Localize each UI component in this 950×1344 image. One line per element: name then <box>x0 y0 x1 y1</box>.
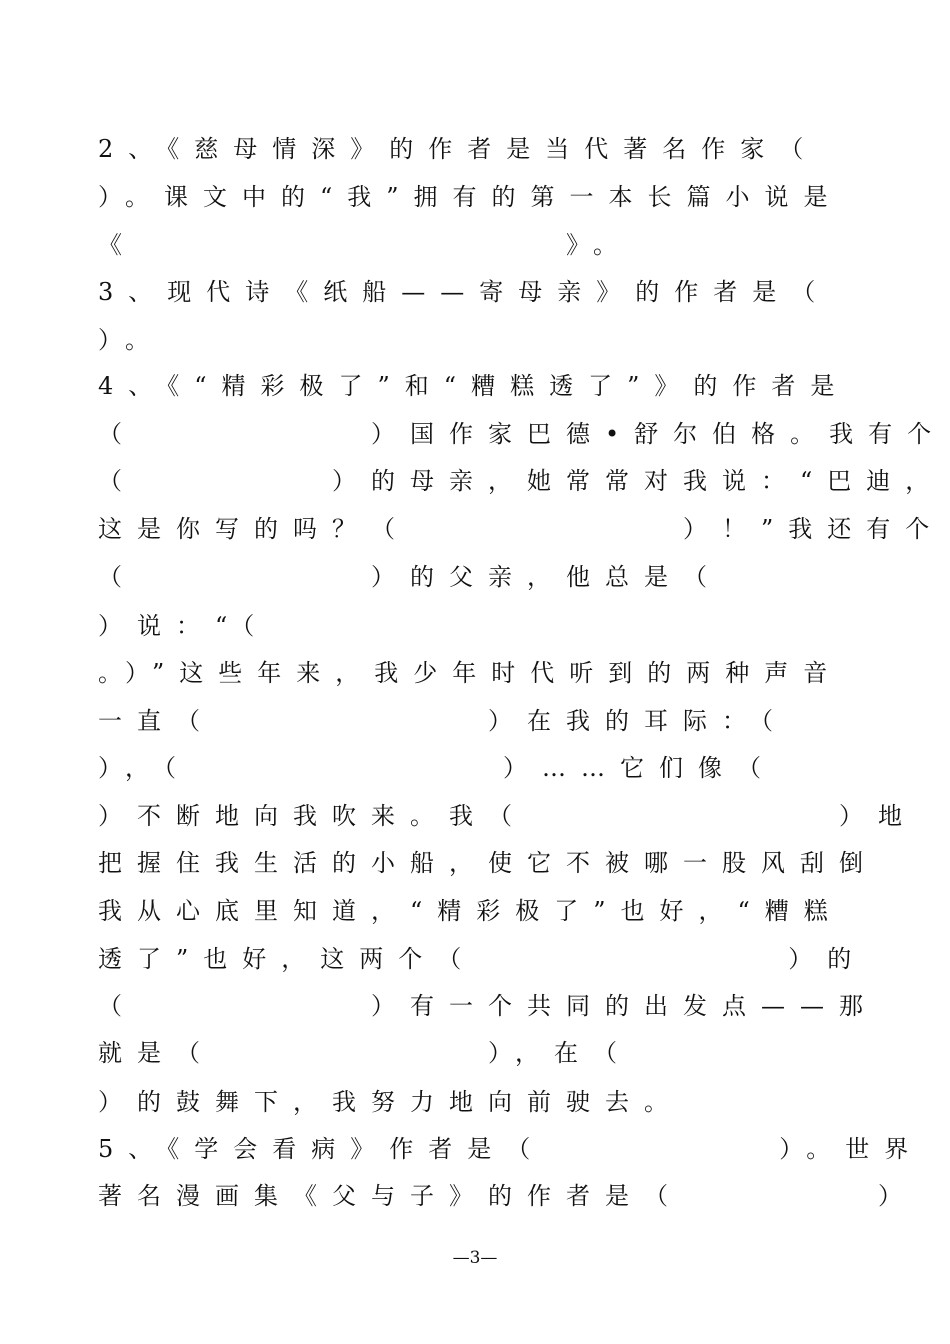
text-line: （ ）的父亲，他总是（ <box>98 563 722 591</box>
text-line: 我从心底里知道，“精彩极了”也好，“糟糕 <box>98 897 843 925</box>
text-line: ）不断地向我吹来。我（ ）地 <box>98 802 917 830</box>
text-line: ），（ ）……它们像（ <box>98 754 776 782</box>
text-line: 把握住我生活的小船，使它不被哪一股风刮倒 <box>98 849 878 877</box>
text-line: 这是你写的吗？（ ）！”我还有个 <box>98 515 945 543</box>
text-line: ）说：“（ <box>98 612 270 640</box>
text-line: ）。 <box>98 326 164 354</box>
text-line: 。）”这些年来，我少年时代听到的两种声音 <box>98 659 843 687</box>
text-line: 4、《“精彩极了”和“糟糕透了”》的作者是 <box>98 372 850 400</box>
text-line: ）的鼓舞下，我努力地向前驶去。 <box>98 1088 683 1116</box>
text-line: 5、《学会看病》作者是（ ）。世界 <box>98 1135 924 1163</box>
text-line: （ ）有一个共同的出发点——那 <box>98 992 878 1020</box>
text-line: 3、现代诗《纸船——寄母亲》的作者是（ <box>98 278 831 306</box>
text-line: 就是（ ），在（ <box>98 1039 632 1067</box>
text-line: 一直（ ）在我的耳际：（ <box>98 707 788 735</box>
text-line: （ ）的母亲，她常常对我说：“巴迪， <box>98 467 945 495</box>
text-line: （ ）国作家巴德•舒尔伯格。我有个 <box>98 420 947 448</box>
text-line: 2、《慈母情深》的作者是当代著名作家（ <box>98 135 819 163</box>
text-line: 透了”也好，这两个（ ）的 <box>98 945 867 973</box>
text-line: 著名漫画集《父与子》的作者是（ ） <box>98 1182 917 1210</box>
text-line: ）。课文中的“我”拥有的第一本长篇小说是 <box>98 183 843 211</box>
page-number: —3— <box>452 1248 498 1268</box>
text-line: 《 》。 <box>98 231 632 259</box>
